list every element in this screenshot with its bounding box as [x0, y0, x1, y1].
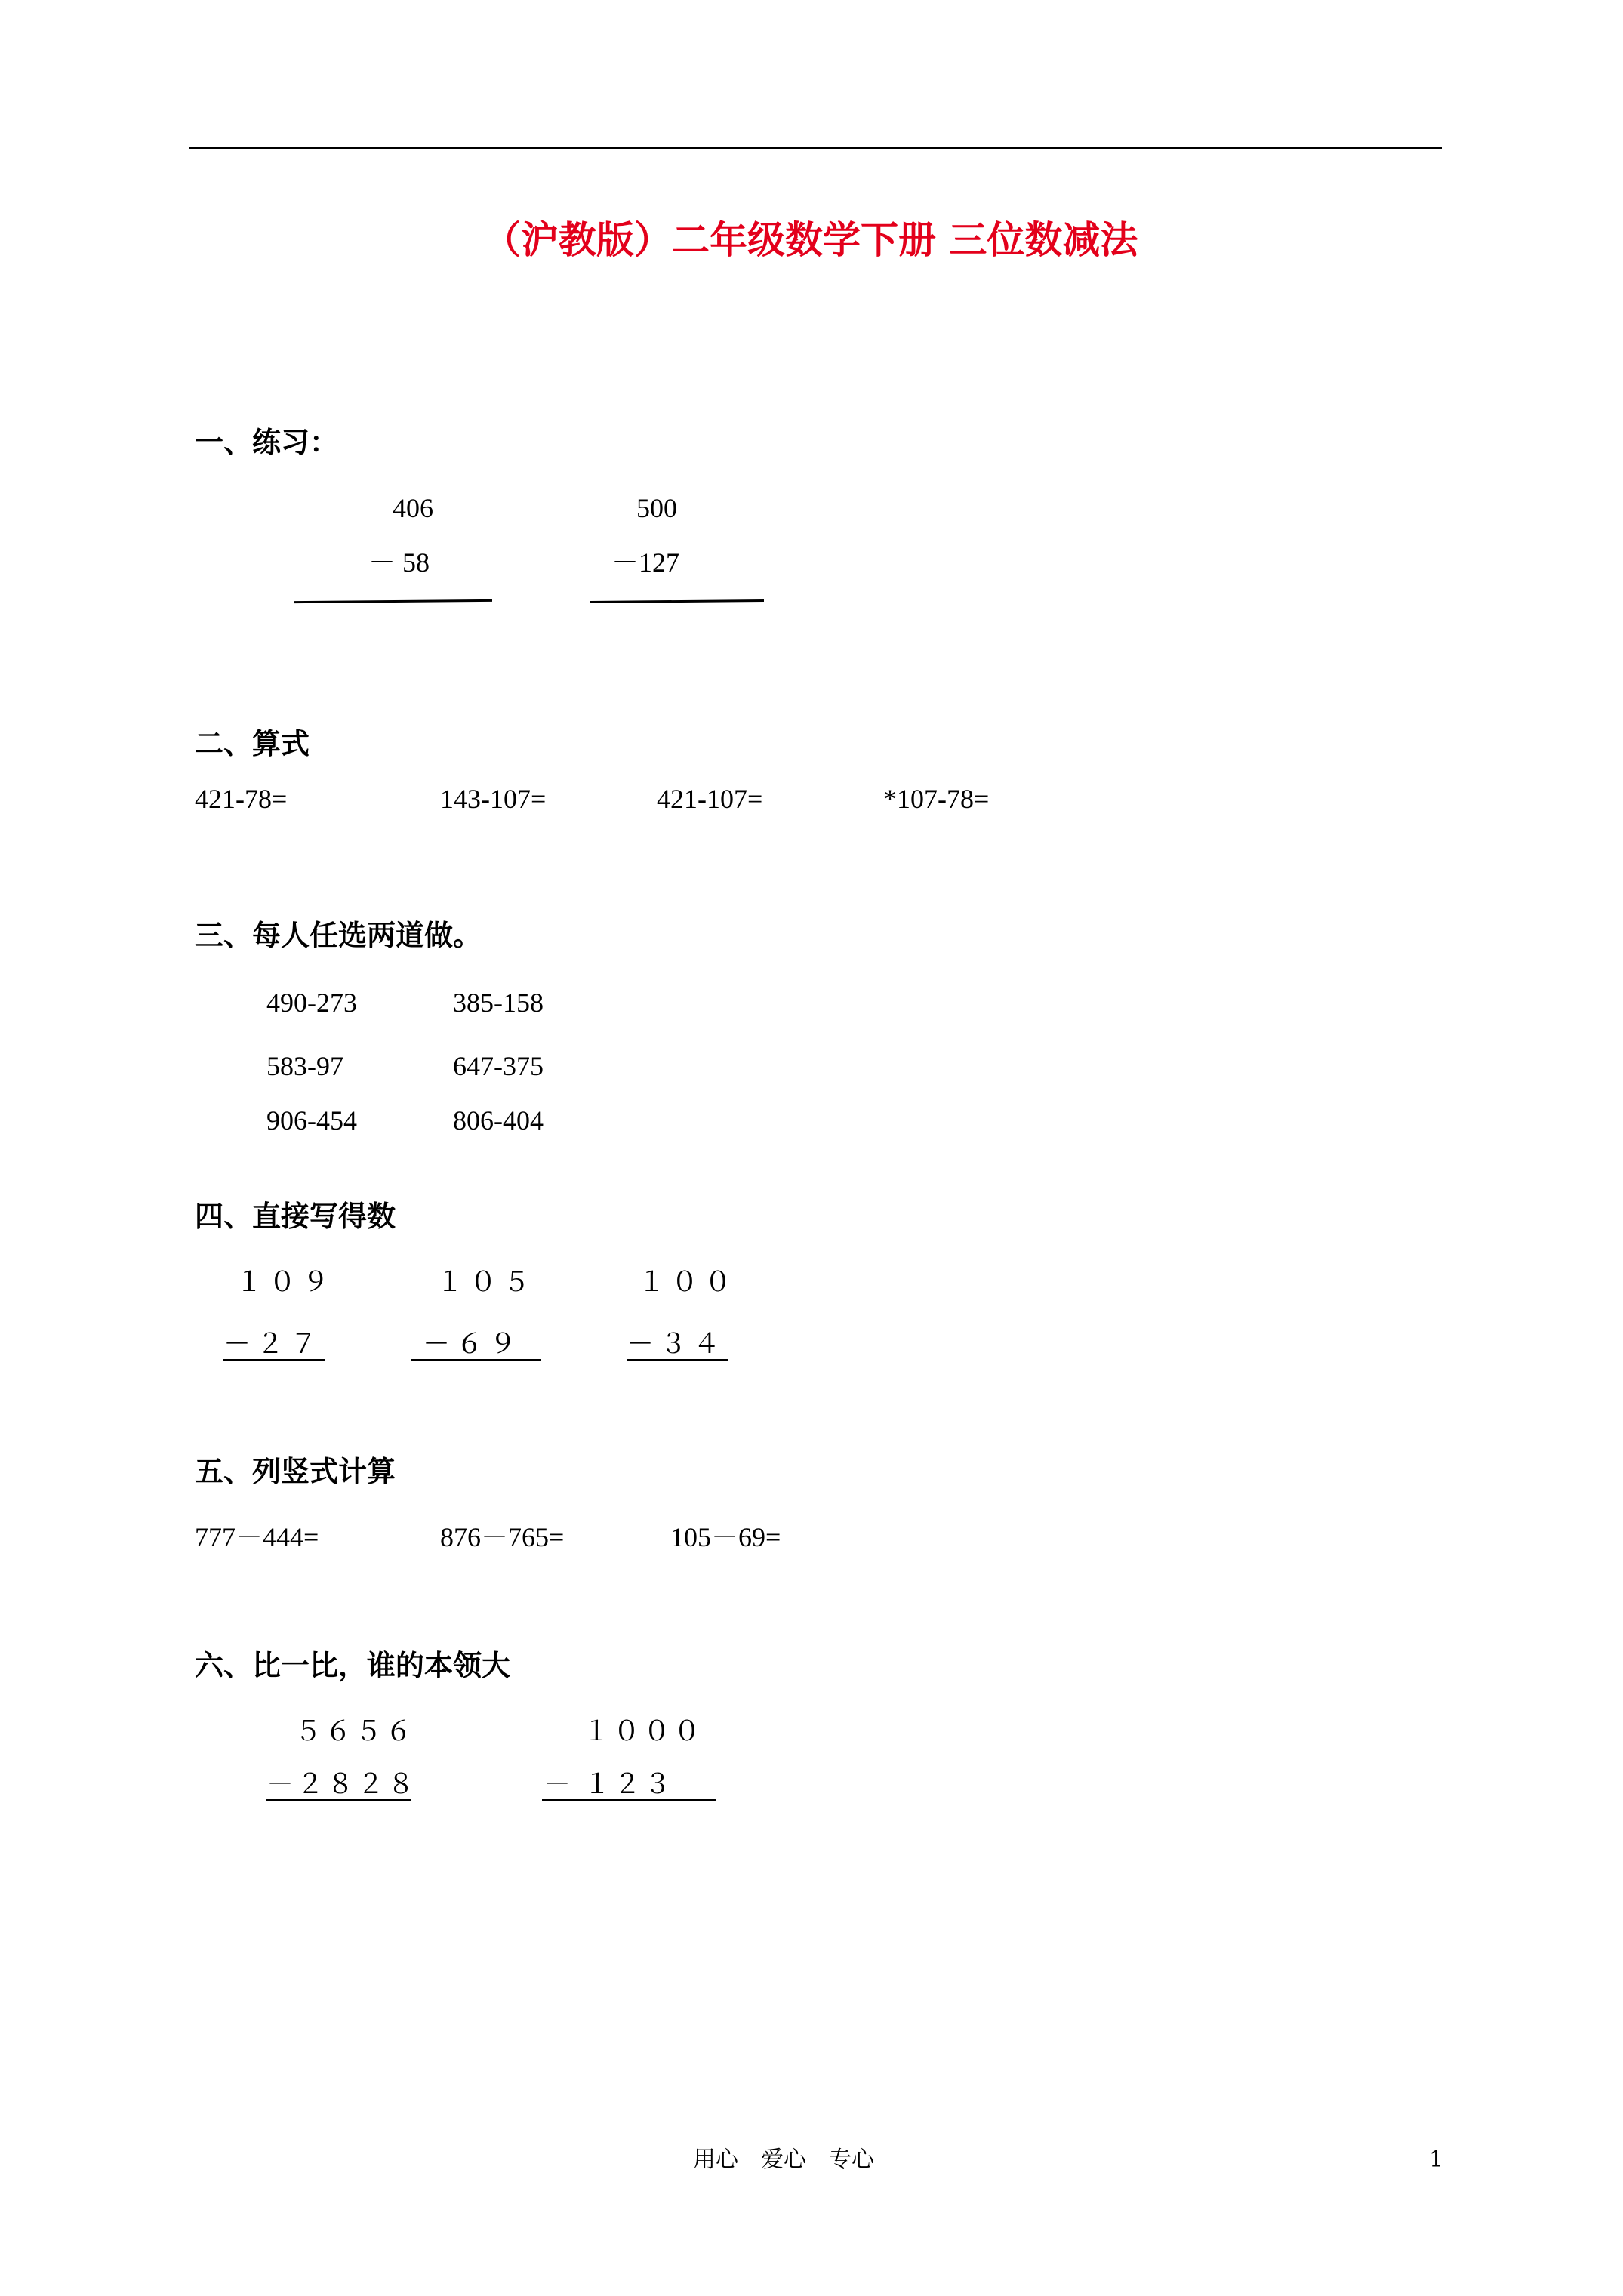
section-3-heading: 三、每人任选两道做。 — [195, 918, 482, 952]
expression-3f: 806-404 — [453, 1105, 544, 1136]
problem-4c-top: １００ — [638, 1267, 738, 1297]
problem-1a-line — [294, 599, 492, 603]
problem-1a-bottom: － 58 — [368, 547, 430, 578]
page-title: （沪教版）二年级数学下册 三位数减法 — [483, 217, 1138, 262]
section-2-heading: 二、算式 — [195, 726, 310, 760]
expression-5c: 105－69= — [670, 1522, 781, 1552]
problem-4b-bottom: －６９ — [423, 1329, 523, 1359]
problem-6a-line — [266, 1799, 411, 1801]
expression-3e: 906-454 — [266, 1105, 357, 1136]
problem-6a-bottom: －２８２８ — [266, 1769, 418, 1799]
header-rule — [189, 147, 1442, 149]
expression-3a: 490-273 — [266, 988, 357, 1018]
problem-6b-line — [542, 1799, 716, 1801]
problem-4c-line — [627, 1359, 728, 1361]
expression-5a: 777－444= — [195, 1522, 319, 1552]
expression-3d: 647-375 — [453, 1051, 544, 1081]
problem-4a-bottom: －２７ — [223, 1329, 324, 1359]
problem-4a-top: １０９ — [236, 1267, 336, 1297]
problem-1b-bottom: －127 — [611, 547, 680, 578]
section-1-heading: 一、练习： — [195, 425, 339, 459]
problem-6b-top: １０００ — [583, 1716, 704, 1746]
problem-1b-line — [590, 599, 764, 603]
footer-motto: 用心 爱心 专心 — [693, 2147, 874, 2173]
expression-3c: 583-97 — [266, 1051, 343, 1081]
problem-6a-top: ５６５６ — [294, 1716, 416, 1746]
section-6-heading: 六、比一比，谁的本领大 — [195, 1648, 511, 1682]
page-number: 1 — [1429, 2147, 1444, 2173]
section-4-heading: 四、直接写得数 — [195, 1199, 396, 1233]
problem-1a-top: 406 — [393, 493, 433, 523]
problem-4c-bottom: －３４ — [627, 1329, 727, 1359]
expression-5b: 876－765= — [440, 1522, 565, 1552]
problem-4a-line — [223, 1359, 325, 1361]
expression-3b: 385-158 — [453, 988, 544, 1018]
expression-2d: *107-78= — [883, 784, 990, 814]
section-5-heading: 五、列竖式计算 — [195, 1454, 396, 1488]
problem-4b-top: １０５ — [436, 1267, 537, 1297]
expression-2a: 421-78= — [195, 784, 288, 814]
expression-2c: 421-107= — [657, 784, 763, 814]
problem-6b-bottom: － １２３ — [544, 1769, 675, 1799]
problem-4b-line — [411, 1359, 541, 1361]
problem-1b-top: 500 — [636, 493, 677, 523]
expression-2b: 143-107= — [440, 784, 547, 814]
